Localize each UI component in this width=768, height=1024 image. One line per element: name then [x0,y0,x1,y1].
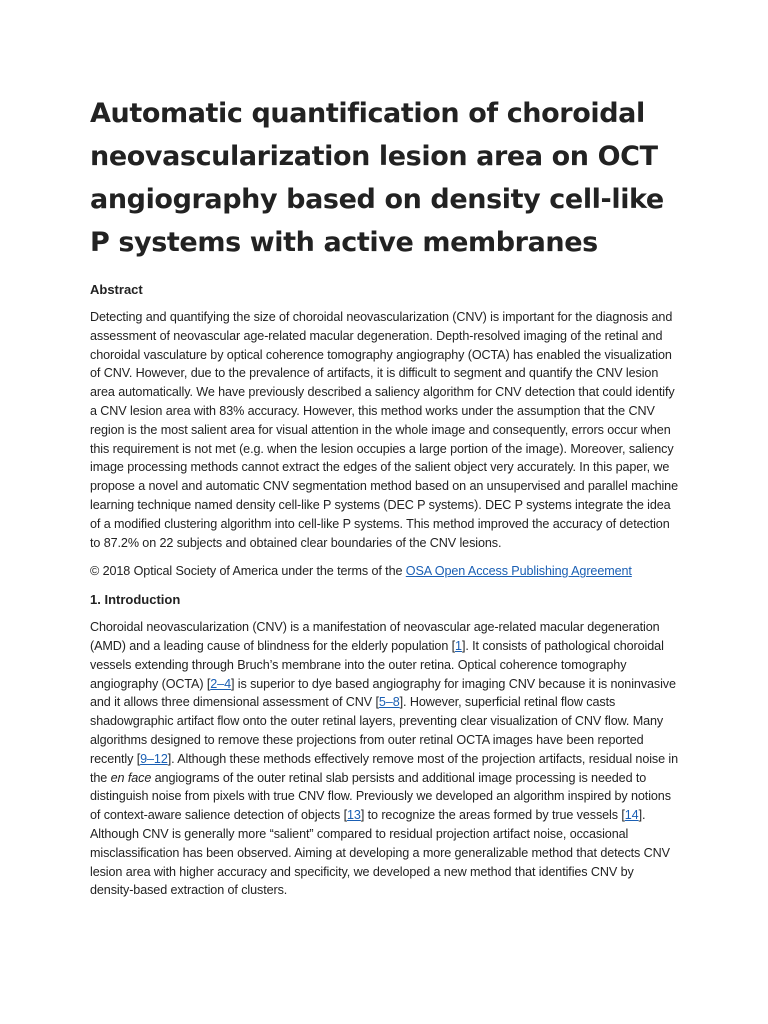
introduction-paragraph [90,618,680,900]
intro-text: Choroidal neovascularization (CNV) is a manifestation of neovascular age-related macular degeneration (AMD) and a leading cause of blindness for the elderly population [ [90,620,660,653]
citation-link[interactable]: 1 [455,638,462,653]
intro-text: ]. However, superficial retinal flow casts shadowgraphic artifact flow onto the outer retinal layers, preventing clear visualization of CNV flow. Many algorithms designed to remove these projections from outer retinal OCTA images have been reported recently [ [90,695,664,766]
introduction-heading: 1. Introduction [90,592,181,608]
citation-link[interactable]: 13 [347,808,361,823]
intro-text: ] is superior to dye based angiography for imaging CNV because it is noninvasive and it allows three dimensional assessment of CNV [ [90,676,676,710]
citation-link[interactable]: 9–12 [140,751,168,766]
intro-text: ]. Although CNV is generally more “salient” compared to residual projection artifact noise, occasional misclassification has been observed. Aiming at developing a more generalizable method that detects CNV lesion area with higher accuracy and specificity, we developed a new method that identifies CNV by density-based extraction of clusters. [90,808,670,898]
abstract-text: Detecting and quantifying the size of choroidal neovascularization (CNV) is important for the diagnosis and assessment of neovascular age-related macular degeneration. Depth-resolved imaging of the retinal and choroidal vasculature by optical coherence tomography angiography (OCTA) has enabled the visualization of CNV. However, due to the prevalence of artifacts, it is difficult to segment and quantify the CNV lesion area automatically. We have previously described a saliency algorithm for CNV detection that could identify a CNV lesion area with 83% accuracy. However, this method works under the assumption that the CNV region is the most salient area for visual attention in the whole image and consequently, errors occur when this requirement is not met (e.g. when the lesion occupies a large portion of the image). Moreover, saliency image processing methods cannot extract the edges of the salient object very accurately. In this paper, we propose a novel and automatic CNV segmentation method based on an unsupervised and parallel machine learning technique named density cell-like P systems (DEC P systems). DEC P systems integrate the idea of a modified clustering algorithm into cell-like P systems. This method improved the accuracy of detection to 87.2% on 22 subjects and obtained clear boundaries of the CNV lesions. [90,310,678,550]
abstract-heading: Abstract [90,282,143,297]
citation-link[interactable]: 14 [624,808,639,823]
intro-text: ]. It consists of pathological choroidal vessels extending through Bruch’s membrane into the outer retina. Optical coherence tomography angiography (OCTA) [ [90,638,664,691]
copyright-text: © 2018 Optical Society of America under the terms of the [90,564,406,579]
article-title: Automatic quantification of choroidal neovascularization lesion area on OCT angiography based on density cell-like P systems with active membranes [90,98,664,258]
copyright-notice [90,562,680,581]
citation-link[interactable]: 5–8 [378,695,400,710]
citation-link[interactable]: 2–4 [210,676,231,691]
intro-text: ] to recognize the areas formed by true vessels [ [360,808,625,823]
intro-text: ]. Although these methods effectively remove most of the projection artifacts, residual noise in the [90,751,679,785]
intro-italic-term: en face [110,770,152,785]
open-access-agreement-link[interactable]: OSA Open Access Publishing Agreement [405,564,632,579]
intro-text: angiograms of the outer retinal slab persists and additional image processing is needed to distinguish noise from pixels with true CNV flow. Previously we developed an algorithm inspired by notions of context-aware salience detection of objects [ [90,770,671,823]
